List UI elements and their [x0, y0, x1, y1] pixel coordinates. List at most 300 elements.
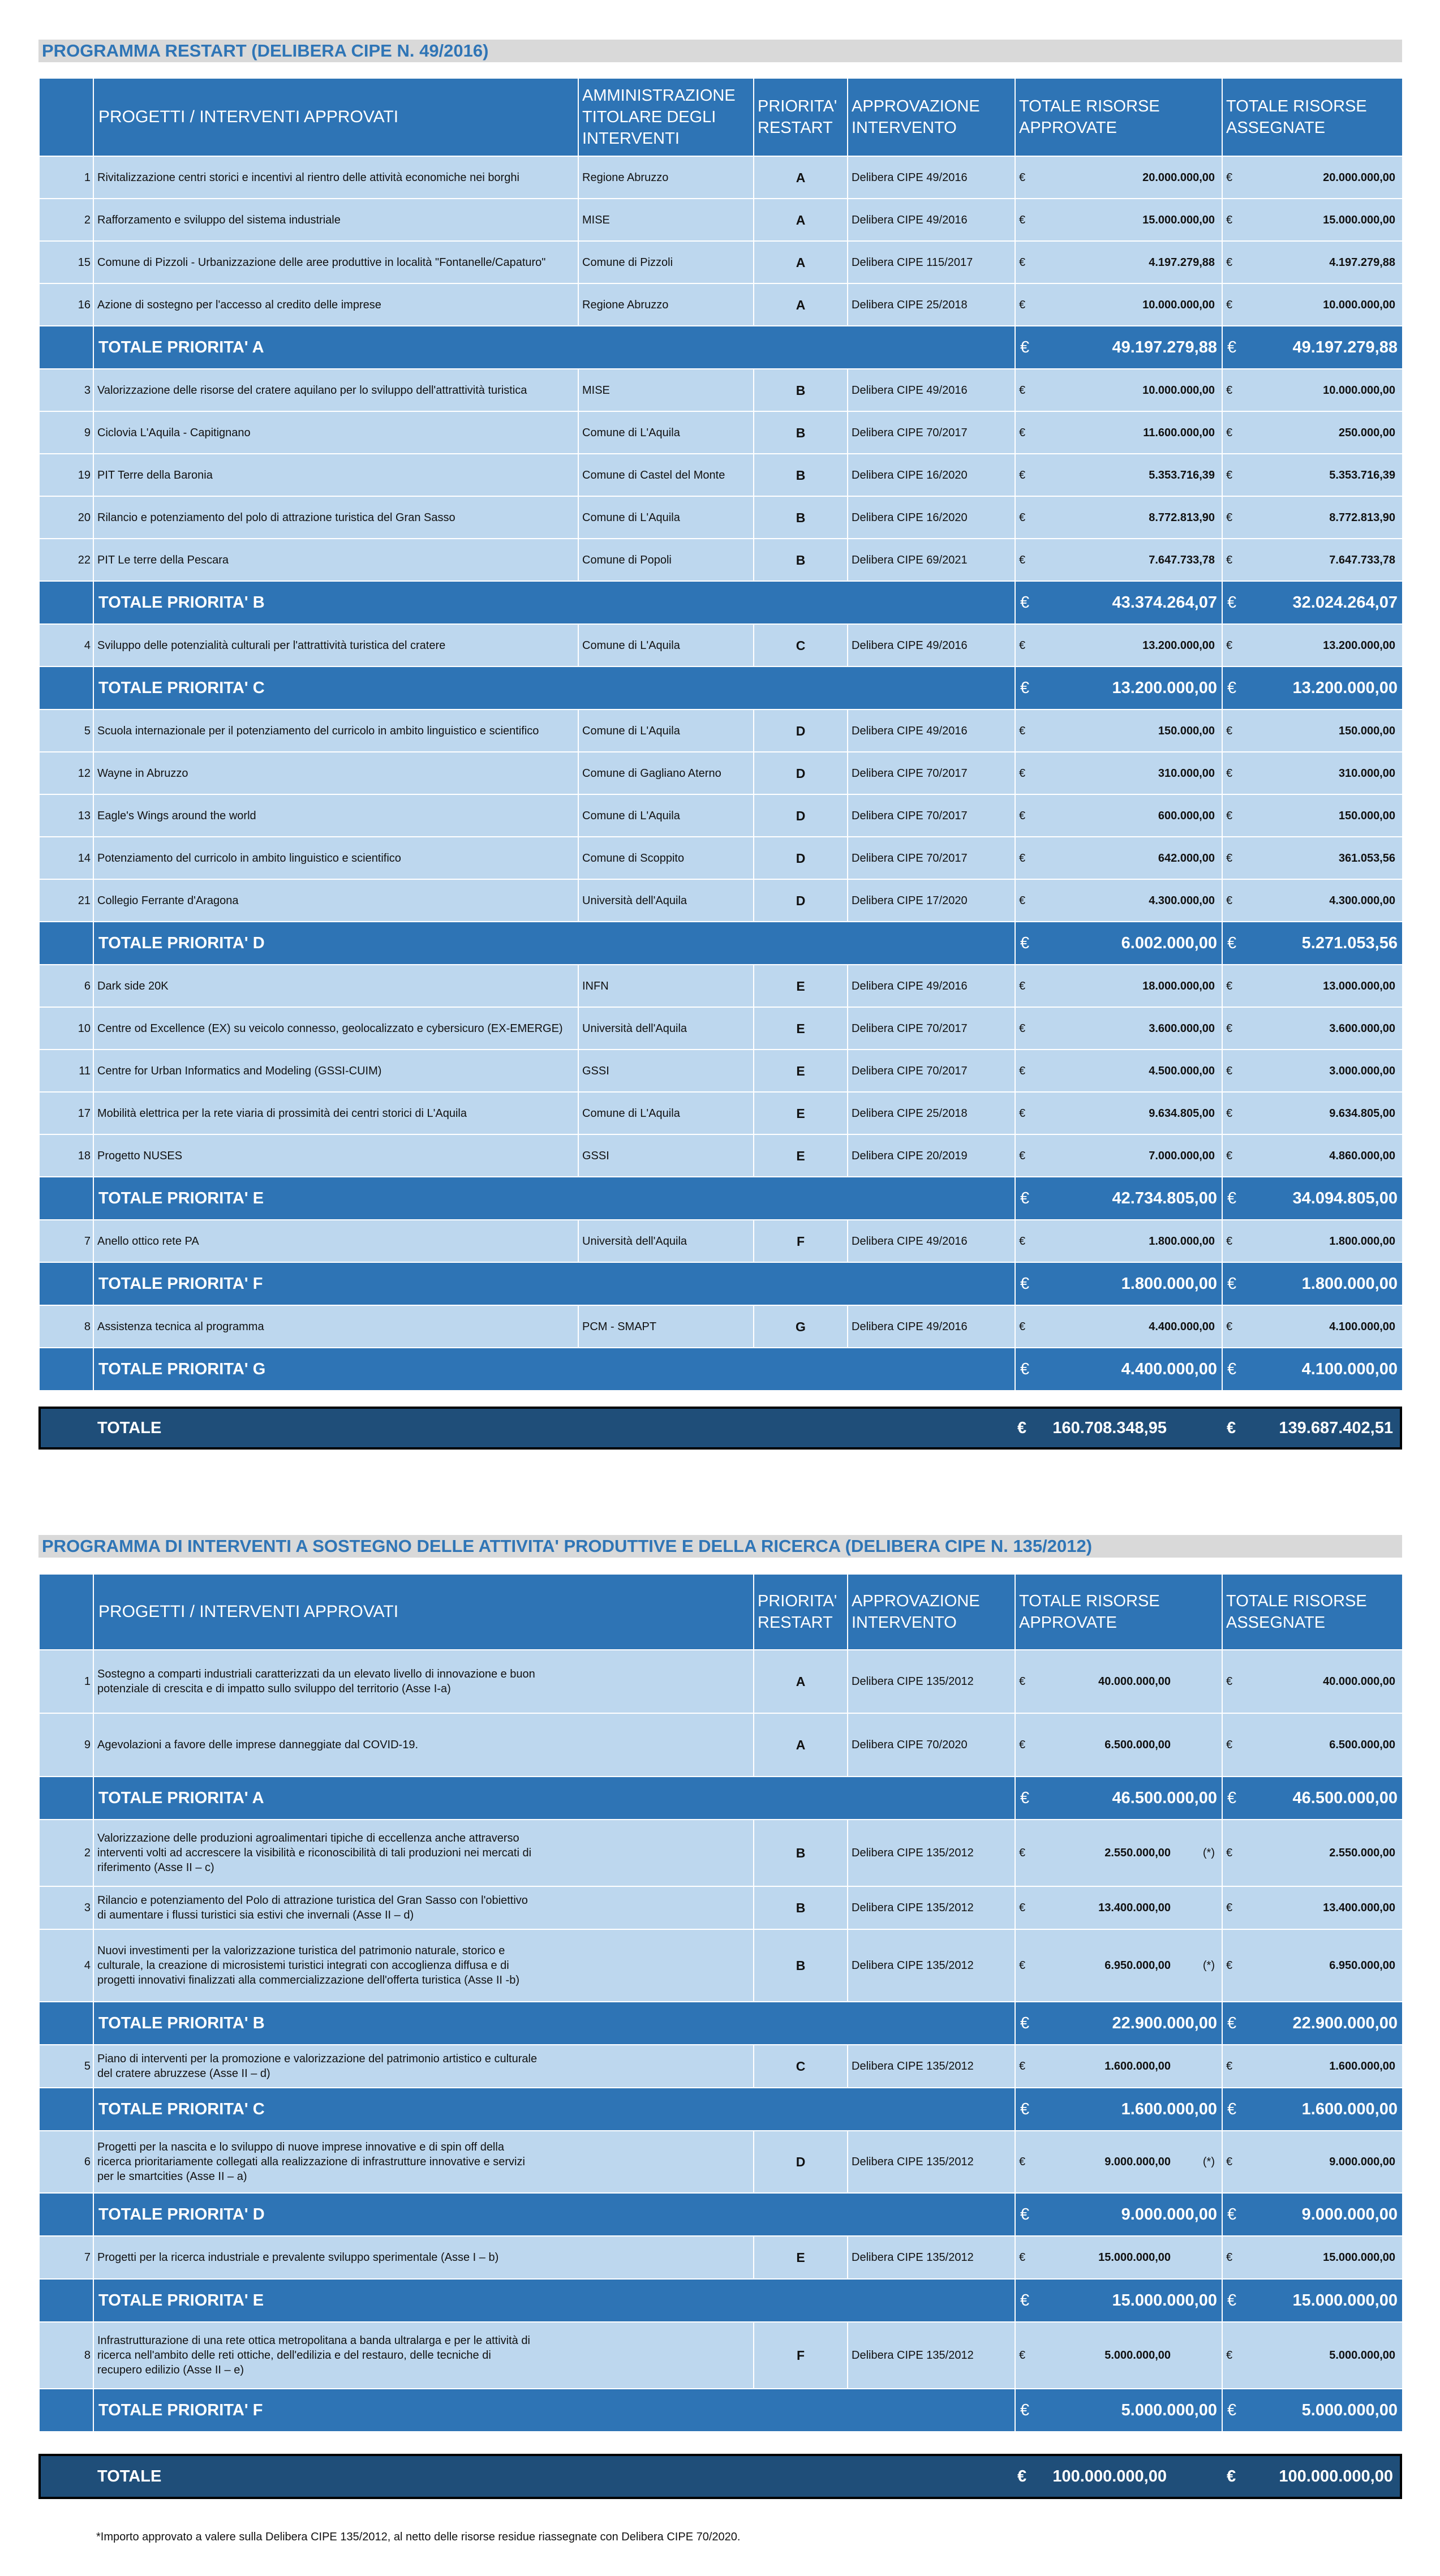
assigned-amount: [1222, 1305, 1403, 1348]
row-number: 13: [39, 794, 93, 837]
project-description: Assistenza tecnica al programma: [93, 1305, 578, 1348]
project-description: Progetti per la nascita e lo sviluppo di nuove imprese innovative e di spin off della ricerca prioritariamente collegati alla realizzazione di infrastrutture innovative e servizi per le smartcities (Asse II – a): [93, 2131, 754, 2193]
grand-total-approved: 100.000.000,00: [1052, 2467, 1167, 2485]
currency-symbol: €: [1019, 1739, 1026, 1751]
subtotal-label: TOTALE PRIORITA' B: [93, 581, 1015, 624]
subtotal-assigned-value: 5.000.000,00: [1301, 2401, 1398, 2419]
approved-amount-value: 7.647.733,78: [1149, 553, 1215, 566]
project-description: Progetto NUSES: [93, 1134, 578, 1177]
currency-symbol: €: [1227, 338, 1237, 356]
approved-amount: [1015, 539, 1222, 581]
grand-total-label: TOTALE: [97, 2467, 162, 2485]
assigned-amount-wrap: [1226, 809, 1395, 823]
assigned-amount: [1222, 199, 1403, 241]
project-description: PIT Terre della Baronia: [93, 454, 578, 496]
approved-amount-wrap: [1019, 425, 1215, 440]
subtotal-assigned: [1222, 2193, 1403, 2236]
assigned-amount-value: 3.000.000,00: [1329, 1064, 1395, 1077]
row-number: 21: [39, 879, 93, 922]
approved-amount: [1015, 1220, 1222, 1262]
assigned-amount-wrap: [1226, 2154, 1395, 2169]
subtotal-label: TOTALE PRIORITA' D: [93, 2193, 1015, 2236]
assigned-amount-wrap: [1226, 1064, 1395, 1078]
row-number: 7: [39, 2236, 93, 2279]
subtotal-approved-wrap: [1020, 2100, 1217, 2119]
approved-amount-wrap: [1019, 638, 1215, 653]
currency-symbol: €: [1226, 809, 1233, 822]
subtotal-approved-wrap: [1020, 2401, 1217, 2420]
priority-letter: A: [754, 241, 848, 283]
header-admin: AMMINISTRAZIONE TITOLARE DEGLI INTERVENTI: [578, 78, 754, 156]
priority-letter: B: [754, 369, 848, 411]
subtotal-assigned: [1222, 1777, 1403, 1820]
assigned-amount: [1222, 1220, 1403, 1262]
approval-act: Delibera CIPE 70/2017: [848, 837, 1015, 879]
subtotal-label: TOTALE PRIORITA' A: [93, 326, 1015, 369]
subtotal-label: TOTALE PRIORITA' G: [93, 1348, 1015, 1391]
priority-letter: D: [754, 2131, 848, 2193]
approved-amount-value: 2.550.000,00: [1104, 1847, 1171, 1859]
header-assigned: TOTALE RISORSE ASSEGNATE: [1222, 78, 1403, 156]
assigned-amount: [1222, 1820, 1403, 1886]
subtotal-assigned: [1222, 326, 1403, 369]
approval-act: Delibera CIPE 25/2018: [848, 1092, 1015, 1134]
approved-amount-wrap: [1019, 766, 1215, 781]
approved-amount-value: 310.000,00: [1158, 767, 1215, 780]
approved-amount-wrap: [1019, 213, 1215, 227]
priority-letter: D: [754, 709, 848, 752]
row-number: 11: [39, 1050, 93, 1092]
subtotal-assigned-value: 15.000.000,00: [1292, 2291, 1398, 2310]
assigned-amount: [1222, 965, 1403, 1007]
subtotal-approved-value: 49.197.279,88: [1112, 338, 1217, 356]
approval-act: Delibera CIPE 69/2021: [848, 539, 1015, 581]
subtotal-spacer: [39, 326, 93, 369]
assigned-amount-wrap: [1226, 979, 1395, 994]
subtotal-approved: [1015, 581, 1222, 624]
priority-letter: E: [754, 1134, 848, 1177]
administration: Comune di Gagliano Aterno: [578, 752, 754, 794]
subtotal-approved-value: 15.000.000,00: [1112, 2291, 1217, 2310]
project-description: Rivitalizzazione centri storici e incentivi al rientro delle attività economiche nei borghi: [93, 156, 578, 199]
row-number: 9: [39, 1713, 93, 1777]
approval-act: Delibera CIPE 20/2019: [848, 1134, 1015, 1177]
currency-symbol: €: [1226, 468, 1233, 481]
footnote: *Importo approvato a valere sulla Delibera CIPE 135/2012, al netto delle risorse residue riassegnate con Delibera CIPE 70/2020.: [96, 2531, 741, 2543]
administration: GSSI: [578, 1134, 754, 1177]
assigned-amount-wrap: [1226, 2250, 1395, 2265]
project-description: Azione di sostegno per l'accesso al credito delle imprese: [93, 283, 578, 326]
assigned-amount: [1222, 411, 1403, 454]
approved-amount: [1015, 1305, 1222, 1348]
assigned-amount-wrap: [1226, 724, 1395, 738]
approval-act: Delibera CIPE 49/2016: [848, 709, 1015, 752]
approval-act: Delibera CIPE 70/2017: [848, 794, 1015, 837]
assigned-amount-wrap: [1226, 638, 1395, 653]
header-assigned: TOTALE RISORSE ASSEGNATE: [1222, 1574, 1403, 1650]
header-num: [39, 1574, 93, 1650]
subtotal-row: [39, 2002, 1403, 2045]
table-row: [39, 2045, 1403, 2088]
approved-amount-value: 5.353.716,39: [1149, 468, 1215, 481]
subtotal-assigned: [1222, 2002, 1403, 2045]
approved-amount: [1015, 454, 1222, 496]
approved-amount-wrap: [1019, 255, 1215, 270]
priority-letter: F: [754, 2322, 848, 2389]
project-description: Rilancio e potenziamento del polo di attrazione turistica del Gran Sasso: [93, 496, 578, 539]
row-number: 9: [39, 411, 93, 454]
subtotal-assigned-wrap: [1227, 2291, 1398, 2310]
table-row: [39, 1220, 1403, 1262]
approved-amount: [1015, 879, 1222, 922]
subtotal-spacer: [39, 1348, 93, 1391]
subtotal-spacer: [39, 1262, 93, 1305]
approved-amount-value: 8.772.813,90: [1149, 511, 1215, 524]
subtotal-approved: [1015, 2193, 1222, 2236]
assigned-amount: [1222, 2322, 1403, 2389]
assigned-amount-wrap: [1226, 1900, 1395, 1915]
table-header-row: [39, 1574, 1403, 1650]
assigned-amount: [1222, 454, 1403, 496]
approved-amount: [1015, 2131, 1222, 2193]
approved-amount: [1015, 2236, 1222, 2279]
approval-act: Delibera CIPE 70/2017: [848, 1007, 1015, 1050]
row-number: 6: [39, 965, 93, 1007]
assigned-amount: [1222, 1007, 1403, 1050]
approved-amount-value: 13.200.000,00: [1142, 639, 1215, 652]
assigned-amount-wrap: [1226, 510, 1395, 525]
currency-symbol: €: [1226, 426, 1233, 439]
assigned-amount: [1222, 2045, 1403, 2088]
currency-symbol: €: [1020, 934, 1030, 952]
subtotal-row: [39, 2088, 1403, 2131]
subtotal-assigned: [1222, 1348, 1403, 1391]
subtotal-assigned-wrap: [1227, 1360, 1398, 1379]
row-number: 18: [39, 1134, 93, 1177]
subtotal-row: [39, 326, 1403, 369]
priority-letter: G: [754, 1305, 848, 1348]
project-description: Agevolazioni a favore delle imprese danneggiate dal COVID-19.: [93, 1713, 754, 1777]
approval-act: Delibera CIPE 135/2012: [848, 2131, 1015, 2193]
assigned-amount: [1222, 241, 1403, 283]
approved-amount-wrap: [1019, 2059, 1215, 2074]
subtotal-assigned-value: 22.900.000,00: [1292, 2014, 1398, 2032]
approved-amount-value: 1.600.000,00: [1104, 2060, 1171, 2072]
currency-symbol: €: [1226, 553, 1233, 566]
currency-symbol: €: [1226, 767, 1233, 780]
approval-act: Delibera CIPE 70/2017: [848, 1050, 1015, 1092]
project-description: Scuola internazionale per il potenziamento del curricolo in ambito linguistico e scientifico: [93, 709, 578, 752]
subtotal-assigned-value: 9.000.000,00: [1301, 2205, 1398, 2224]
table-header-row: [39, 78, 1403, 156]
subtotal-label: TOTALE PRIORITA' E: [93, 1177, 1015, 1220]
assigned-amount-value: 150.000,00: [1338, 724, 1395, 737]
assigned-amount-wrap: [1226, 468, 1395, 483]
assigned-amount-value: 7.647.733,78: [1329, 553, 1395, 566]
approval-act: Delibera CIPE 135/2012: [848, 1820, 1015, 1886]
assigned-amount-value: 4.100.000,00: [1329, 1320, 1395, 1333]
table-row: [39, 1134, 1403, 1177]
row-number: 4: [39, 624, 93, 666]
assigned-amount-value: 3.600.000,00: [1329, 1022, 1395, 1035]
currency-symbol: €: [1227, 2467, 1236, 2485]
project-description: Comune di Pizzoli - Urbanizzazione delle aree produttive in località "Fontanelle/Capaturo": [93, 241, 578, 283]
administration: MISE: [578, 369, 754, 411]
assigned-amount: [1222, 709, 1403, 752]
project-description: Sostegno a comparti industriali caratterizzati da un elevato livello di innovazione e buon potenziale di crescita e di impatto sullo sviluppo del territorio (Asse I-a): [93, 1650, 754, 1713]
approved-amount-wrap: [1019, 553, 1215, 567]
assigned-amount-value: 15.000.000,00: [1323, 213, 1395, 226]
table-row: [39, 496, 1403, 539]
approved-amount-wrap: [1019, 170, 1215, 185]
currency-symbol: €: [1226, 724, 1233, 737]
administration: Comune di Pizzoli: [578, 241, 754, 283]
assigned-amount: [1222, 837, 1403, 879]
currency-symbol: €: [1020, 2291, 1030, 2310]
priority-letter: D: [754, 752, 848, 794]
subtotal-row: [39, 2279, 1403, 2322]
assigned-amount: [1222, 1650, 1403, 1713]
approved-amount-wrap: [1019, 2154, 1215, 2169]
table-row: [39, 241, 1403, 283]
currency-symbol: €: [1019, 213, 1026, 226]
subtotal-approved-wrap: [1020, 2014, 1217, 2033]
administration: Comune di Popoli: [578, 539, 754, 581]
subtotal-label: TOTALE PRIORITA' D: [93, 922, 1015, 965]
assigned-amount: [1222, 1886, 1403, 1929]
currency-symbol: €: [1020, 338, 1030, 356]
table-row: [39, 1092, 1403, 1134]
subtotal-approved-value: 6.002.000,00: [1121, 934, 1217, 952]
currency-symbol: €: [1019, 894, 1026, 907]
assigned-amount: [1222, 369, 1403, 411]
subtotal-approved-value: 9.000.000,00: [1121, 2205, 1217, 2224]
currency-symbol: €: [1019, 1107, 1026, 1120]
currency-symbol: €: [1019, 1320, 1026, 1333]
table-row: [39, 1886, 1403, 1929]
assigned-amount-value: 5.000.000,00: [1329, 2349, 1395, 2362]
approved-amount-wrap: [1019, 2348, 1215, 2363]
currency-symbol: €: [1019, 1022, 1026, 1035]
currency-symbol: €: [1019, 767, 1026, 780]
approval-act: Delibera CIPE 17/2020: [848, 879, 1015, 922]
subtotal-approved: [1015, 666, 1222, 709]
approved-amount-value: 7.000.000,00: [1149, 1149, 1215, 1162]
subtotal-assigned-wrap: [1227, 2014, 1398, 2033]
project-description: Dark side 20K: [93, 965, 578, 1007]
currency-symbol: €: [1227, 2205, 1237, 2224]
approval-act: Delibera CIPE 16/2020: [848, 454, 1015, 496]
approved-amount-wrap: [1019, 1846, 1215, 1860]
currency-symbol: €: [1019, 639, 1026, 652]
subtotal-assigned-wrap: [1227, 338, 1398, 357]
assigned-amount-value: 1.600.000,00: [1329, 2060, 1395, 2072]
currency-symbol: €: [1020, 593, 1030, 612]
currency-symbol: €: [1227, 1360, 1237, 1378]
subtotal-assigned-wrap: [1227, 594, 1398, 612]
header-priority: PRIORITA' RESTART: [754, 1574, 848, 1650]
project-description: Mobilità elettrica per la rete viaria di prossimità dei centri storici di L'Aquila: [93, 1092, 578, 1134]
subtotal-spacer: [39, 2279, 93, 2322]
footnote-marker: (*): [1202, 2156, 1215, 2168]
administration: Comune di L'Aquila: [578, 709, 754, 752]
project-description: Collegio Ferrante d'Aragona: [93, 879, 578, 922]
approved-amount: [1015, 837, 1222, 879]
subtotal-approved: [1015, 2279, 1222, 2322]
assigned-amount-value: 13.000.000,00: [1323, 979, 1395, 992]
priority-letter: E: [754, 1007, 848, 1050]
subtotal-approved: [1015, 2389, 1222, 2432]
administration: Università dell'Aquila: [578, 879, 754, 922]
subtotal-assigned-wrap: [1227, 1789, 1398, 1808]
project-description: Anello ottico rete PA: [93, 1220, 578, 1262]
priority-letter: B: [754, 1820, 848, 1886]
approved-amount-value: 13.400.000,00: [1098, 1902, 1171, 1914]
assigned-amount: [1222, 794, 1403, 837]
approval-act: Delibera CIPE 70/2017: [848, 752, 1015, 794]
currency-symbol: €: [1020, 2014, 1030, 2032]
subtotal-assigned-wrap: [1227, 1275, 1398, 1293]
assigned-amount: [1222, 539, 1403, 581]
currency-symbol: €: [1019, 809, 1026, 822]
project-description: Infrastrutturazione di una rete ottica metropolitana a banda ultralarga e per le attività di ricerca nell'ambito delle reti ottiche, dell'edilizia e del restauro, delle tecniche di recupero edilizio (Asse II – e): [93, 2322, 754, 2389]
assigned-amount: [1222, 1134, 1403, 1177]
row-number: 17: [39, 1092, 93, 1134]
currency-symbol: €: [1019, 1675, 1026, 1688]
approval-act: Delibera CIPE 70/2020: [848, 1713, 1015, 1777]
currency-symbol: €: [1020, 2100, 1030, 2118]
assigned-amount-wrap: [1226, 425, 1395, 440]
administration: GSSI: [578, 1050, 754, 1092]
subtotal-assigned-wrap: [1227, 2401, 1398, 2420]
subtotal-approved: [1015, 1348, 1222, 1391]
approved-amount: [1015, 709, 1222, 752]
assigned-amount-wrap: [1226, 170, 1395, 185]
approved-amount-wrap: [1019, 979, 1215, 994]
subtotal-approved: [1015, 2002, 1222, 2045]
subtotal-spacer: [39, 1777, 93, 1820]
subtotal-assigned-wrap: [1227, 2100, 1398, 2119]
subtotal-assigned-value: 32.024.264,07: [1292, 593, 1398, 612]
currency-symbol: €: [1226, 256, 1233, 269]
approval-act: Delibera CIPE 135/2012: [848, 1650, 1015, 1713]
currency-symbol: €: [1226, 1064, 1233, 1077]
subtotal-approved-value: 13.200.000,00: [1112, 678, 1217, 697]
subtotal-label: TOTALE PRIORITA' F: [93, 1262, 1015, 1305]
approval-act: Delibera CIPE 49/2016: [848, 156, 1015, 199]
row-number: 10: [39, 1007, 93, 1050]
assigned-amount: [1222, 156, 1403, 199]
currency-symbol: €: [1019, 1959, 1026, 1972]
approved-amount-value: 9.000.000,00: [1104, 2156, 1171, 2168]
approved-amount-value: 15.000.000,00: [1098, 2251, 1171, 2264]
priority-letter: A: [754, 199, 848, 241]
assigned-amount-wrap: [1226, 1319, 1395, 1334]
table-row: [39, 411, 1403, 454]
approved-amount-value: 9.634.805,00: [1149, 1107, 1215, 1120]
currency-symbol: €: [1019, 1847, 1026, 1859]
table-row: [39, 1050, 1403, 1092]
subtotal-approved-wrap: [1020, 2291, 1217, 2310]
priority-letter: A: [754, 1713, 848, 1777]
cipe135-table: [38, 1573, 1403, 2432]
priority-letter: B: [754, 411, 848, 454]
approved-amount: [1015, 1650, 1222, 1713]
approved-amount-wrap: [1019, 1958, 1215, 1973]
subtotal-spacer: [39, 2389, 93, 2432]
approved-amount-wrap: [1019, 1674, 1215, 1689]
approval-act: Delibera CIPE 135/2012: [848, 2236, 1015, 2279]
header-projects: PROGETTI / INTERVENTI APPROVATI: [93, 78, 578, 156]
assigned-amount-wrap: [1226, 1738, 1395, 1752]
priority-letter: E: [754, 2236, 848, 2279]
administration: PCM - SMAPT: [578, 1305, 754, 1348]
row-number: 5: [39, 2045, 93, 2088]
row-number: 6: [39, 2131, 93, 2193]
approved-amount-wrap: [1019, 1319, 1215, 1334]
subtotal-assigned: [1222, 2088, 1403, 2131]
approved-amount-wrap: [1019, 1064, 1215, 1078]
approved-amount-value: 20.000.000,00: [1142, 171, 1215, 184]
subtotal-approved: [1015, 1177, 1222, 1220]
currency-symbol: €: [1019, 426, 1026, 439]
assigned-amount-value: 6.500.000,00: [1329, 1739, 1395, 1751]
subtotal-approved-wrap: [1020, 679, 1217, 698]
table-row: [39, 454, 1403, 496]
project-description: Centre for Urban Informatics and Modeling (GSSI-CUIM): [93, 1050, 578, 1092]
subtotal-assigned: [1222, 1262, 1403, 1305]
subtotal-approved-wrap: [1020, 1360, 1217, 1379]
subtotal-label: TOTALE PRIORITA' C: [93, 666, 1015, 709]
priority-letter: C: [754, 2045, 848, 2088]
assigned-amount-wrap: [1226, 298, 1395, 312]
subtotal-spacer: [39, 581, 93, 624]
subtotal-spacer: [39, 666, 93, 709]
table-row: [39, 1820, 1403, 1886]
administration: Regione Abruzzo: [578, 156, 754, 199]
currency-symbol: €: [1226, 171, 1233, 184]
subtotal-spacer: [39, 2002, 93, 2045]
assigned-amount-value: 10.000.000,00: [1323, 298, 1395, 311]
assigned-amount-value: 40.000.000,00: [1323, 1675, 1395, 1688]
table-row: [39, 2236, 1403, 2279]
currency-symbol: €: [1019, 468, 1026, 481]
currency-symbol: €: [1227, 1274, 1237, 1293]
currency-symbol: €: [1226, 384, 1233, 397]
currency-symbol: €: [1019, 1902, 1026, 1914]
administration: Università dell'Aquila: [578, 1220, 754, 1262]
subtotal-label: TOTALE PRIORITA' F: [93, 2389, 1015, 2432]
currency-symbol: €: [1226, 2349, 1233, 2362]
approval-act: Delibera CIPE 115/2017: [848, 241, 1015, 283]
currency-symbol: €: [1226, 2156, 1233, 2168]
project-description: Eagle's Wings around the world: [93, 794, 578, 837]
approved-amount-value: 3.600.000,00: [1149, 1022, 1215, 1035]
approved-amount: [1015, 2322, 1222, 2389]
header-num: [39, 78, 93, 156]
currency-symbol: €: [1019, 979, 1026, 992]
currency-symbol: €: [1227, 593, 1237, 612]
administration: Comune di L'Aquila: [578, 624, 754, 666]
assigned-amount-wrap: [1226, 1958, 1395, 1973]
currency-symbol: €: [1226, 979, 1233, 992]
assigned-amount-value: 5.353.716,39: [1329, 468, 1395, 481]
approved-amount: [1015, 1713, 1222, 1777]
approved-amount: [1015, 241, 1222, 283]
approved-amount-value: 11.600.000,00: [1143, 426, 1215, 439]
administration: Comune di Scoppito: [578, 837, 754, 879]
assigned-amount-wrap: [1226, 1674, 1395, 1689]
